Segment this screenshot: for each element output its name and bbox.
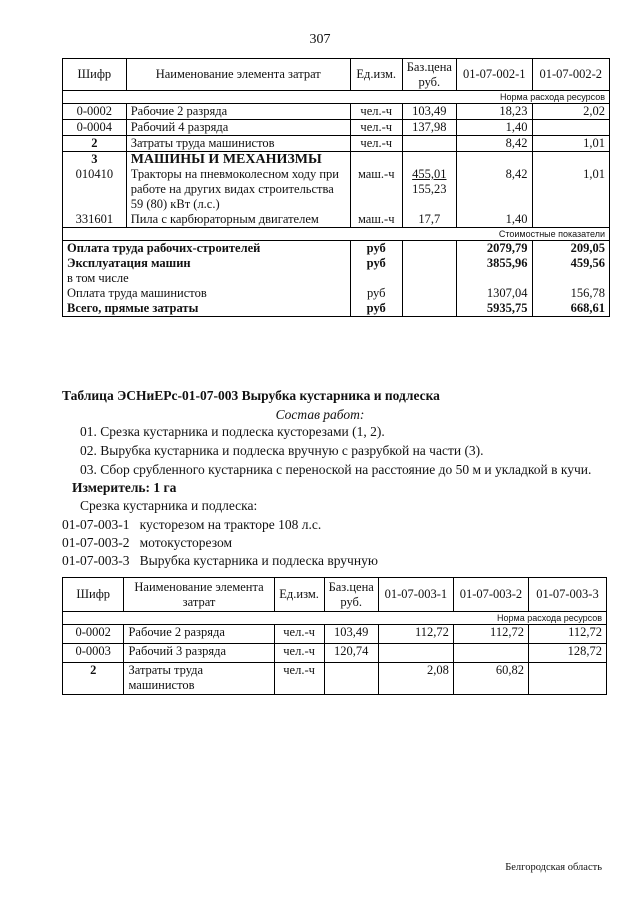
cell-code: 2 <box>63 663 124 695</box>
cell-v2 <box>532 120 609 136</box>
table-header-row <box>63 578 607 612</box>
table-2-title: Таблица ЭСНиЕРс-01-07-003 Вырубка кустарника и подлеска <box>62 388 440 403</box>
cost-row <box>63 256 610 271</box>
cell-v1: 1,40 <box>456 212 532 228</box>
table-row <box>63 104 610 120</box>
cell-v1: 112,72 <box>378 625 453 644</box>
variant-item <box>62 535 232 551</box>
cell-name: Тракторы на пневмоколесном ходу при работе на других видах строительства 59 (80) кВт (л.с.) <box>126 167 350 212</box>
meter: Измеритель: 1 га <box>72 480 177 495</box>
cell-unit: чел.-ч <box>350 120 402 136</box>
col-header-price: Баз.цена руб. <box>324 578 378 612</box>
cost-label: Стоимостные показатели <box>63 228 610 241</box>
col-header-v2: 01-07-002-2 <box>532 59 609 91</box>
table-row <box>63 644 607 663</box>
cost-v1: 3855,96 <box>456 256 532 271</box>
cell-code: 2 <box>63 136 127 152</box>
cell-name: Пила с карбюраторным двигателем <box>126 212 350 228</box>
cell-v1: 2,08 <box>378 663 453 695</box>
cell-code: 0-0002 <box>63 625 124 644</box>
cost-row <box>63 271 610 286</box>
cost-label-row <box>63 228 610 241</box>
col-header-code: Шифр <box>63 578 124 612</box>
variant-text: мотокусторезом <box>139 535 232 550</box>
cell-unit: чел.-ч <box>350 136 402 152</box>
col-header-name: Наименование элемента затрат <box>124 578 274 612</box>
cell-unit: чел.-ч <box>274 663 324 695</box>
section-header-row <box>63 152 610 168</box>
cell-v2 <box>532 212 609 228</box>
table-header-row <box>63 59 610 91</box>
cell-name: Рабочий 3 разряда <box>124 644 274 663</box>
variant-item <box>62 553 378 569</box>
norm-label-row <box>63 612 607 625</box>
variant-item <box>62 517 321 533</box>
cost-v2: 459,56 <box>532 256 609 271</box>
cell-v2 <box>453 644 528 663</box>
cell-code: 010410 <box>63 167 127 212</box>
cell-v2: 1,01 <box>532 136 609 152</box>
cost-v1 <box>456 271 532 286</box>
cost-unit: руб <box>350 256 402 271</box>
section-code: 3 <box>63 152 127 168</box>
work-composition-title: Состав работ: <box>275 407 365 422</box>
cell-name: Затраты труда машинистов <box>124 663 274 695</box>
cost-v2: 209,05 <box>532 241 609 257</box>
work-item: 01. Срезка кустарника и подлеска кусторезами (1, 2). <box>80 424 385 439</box>
price-line-2: 155,23 <box>412 182 447 196</box>
table-row <box>63 663 607 695</box>
cost-v2 <box>532 271 609 286</box>
cell-code: 0-0003 <box>63 644 124 663</box>
cell-code: 331601 <box>63 212 127 228</box>
cell-v1: 8,42 <box>456 136 532 152</box>
footer-region: Белгородская область <box>505 862 602 873</box>
cell-unit: маш.-ч <box>350 167 402 212</box>
page-number: 307 <box>309 32 331 47</box>
cell-v2: 112,72 <box>453 625 528 644</box>
table-row <box>63 120 610 136</box>
cell-name: Рабочие 2 разряда <box>124 625 274 644</box>
table-row <box>63 212 610 228</box>
cell-v1 <box>378 644 453 663</box>
cell-v1: 8,42 <box>456 167 532 212</box>
variant-code: 01-07-003-3 <box>62 553 130 568</box>
table-row <box>63 136 610 152</box>
variant-text: кусторезом на тракторе 108 л.с. <box>139 517 322 532</box>
cost-name: в том числе <box>63 271 351 286</box>
cell-name: Затраты труда машинистов <box>126 136 350 152</box>
cell-v3: 112,72 <box>528 625 606 644</box>
col-header-price: Баз.цена руб. <box>402 59 456 91</box>
variant-code: 01-07-003-1 <box>62 517 130 532</box>
cost-name: Оплата труда рабочих-строителей <box>63 241 351 257</box>
section-title: МАШИНЫ И МЕХАНИЗМЫ <box>126 152 350 168</box>
cell-price: 137,98 <box>402 120 456 136</box>
cost-name: Оплата труда машинистов <box>63 286 351 301</box>
col-header-unit: Ед.изм. <box>350 59 402 91</box>
variant-code: 01-07-003-2 <box>62 535 130 550</box>
cell-v2: 1,01 <box>532 167 609 212</box>
cost-unit: руб <box>350 241 402 257</box>
work-item: 03. Сбор срубленного кустарника с переноской на расстояние до 50 м и укладкой в кучи. <box>80 462 592 477</box>
col-header-v2: 01-07-003-2 <box>453 578 528 612</box>
cell-v3 <box>528 663 606 695</box>
price-line-1: 455,01 <box>412 167 447 181</box>
cost-v2: 668,61 <box>532 301 609 317</box>
norm-label: Норма расхода ресурсов <box>63 612 607 625</box>
col-header-v1: 01-07-003-1 <box>378 578 453 612</box>
col-header-v1: 01-07-002-1 <box>456 59 532 91</box>
cell-unit: чел.-ч <box>274 625 324 644</box>
cell-price <box>402 167 456 212</box>
cell-v3: 128,72 <box>528 644 606 663</box>
cell-v1: 1,40 <box>456 120 532 136</box>
cell-v2: 2,02 <box>532 104 609 120</box>
cost-row <box>63 286 610 301</box>
col-header-name: Наименование элемента затрат <box>126 59 350 91</box>
col-header-unit: Ед.изм. <box>274 578 324 612</box>
norm-label: Норма расхода ресурсов <box>63 91 610 104</box>
cost-row <box>63 301 610 317</box>
cell-price: 103,49 <box>402 104 456 120</box>
cell-price: 17,7 <box>402 212 456 228</box>
resource-table-1 <box>62 58 610 317</box>
cost-v1: 5935,75 <box>456 301 532 317</box>
cost-unit <box>350 271 402 286</box>
col-header-code: Шифр <box>63 59 127 91</box>
cell-name: Рабочие 2 разряда <box>126 104 350 120</box>
work-item: 02. Вырубка кустарника и подлеска вручную с разрубкой на части (3). <box>80 443 484 458</box>
resource-table-2 <box>62 577 607 695</box>
cell-code: 0-0004 <box>63 120 127 136</box>
cell-price: 120,74 <box>324 644 378 663</box>
cost-v2: 156,78 <box>532 286 609 301</box>
cell-v1: 18,23 <box>456 104 532 120</box>
cell-unit: маш.-ч <box>350 212 402 228</box>
cost-v1: 2079,79 <box>456 241 532 257</box>
subject-label: Срезка кустарника и подлеска: <box>80 498 258 513</box>
cell-unit: чел.-ч <box>274 644 324 663</box>
cell-code: 0-0002 <box>63 104 127 120</box>
cost-name: Всего, прямые затраты <box>63 301 351 317</box>
table-row <box>63 167 610 212</box>
cost-v1: 1307,04 <box>456 286 532 301</box>
table-row <box>63 625 607 644</box>
cell-v2: 60,82 <box>453 663 528 695</box>
variant-text: Вырубка кустарника и подлеска вручную <box>139 553 378 568</box>
cost-unit: руб <box>350 286 402 301</box>
cost-unit: руб <box>350 301 402 317</box>
cell-unit: чел.-ч <box>350 104 402 120</box>
norm-label-row <box>63 91 610 104</box>
cost-name: Эксплуатация машин <box>63 256 351 271</box>
cell-name: Рабочий 4 разряда <box>126 120 350 136</box>
cell-price: 103,49 <box>324 625 378 644</box>
cell-price <box>324 663 378 695</box>
cost-row <box>63 241 610 257</box>
cell-price <box>402 136 456 152</box>
col-header-v3: 01-07-003-3 <box>528 578 606 612</box>
